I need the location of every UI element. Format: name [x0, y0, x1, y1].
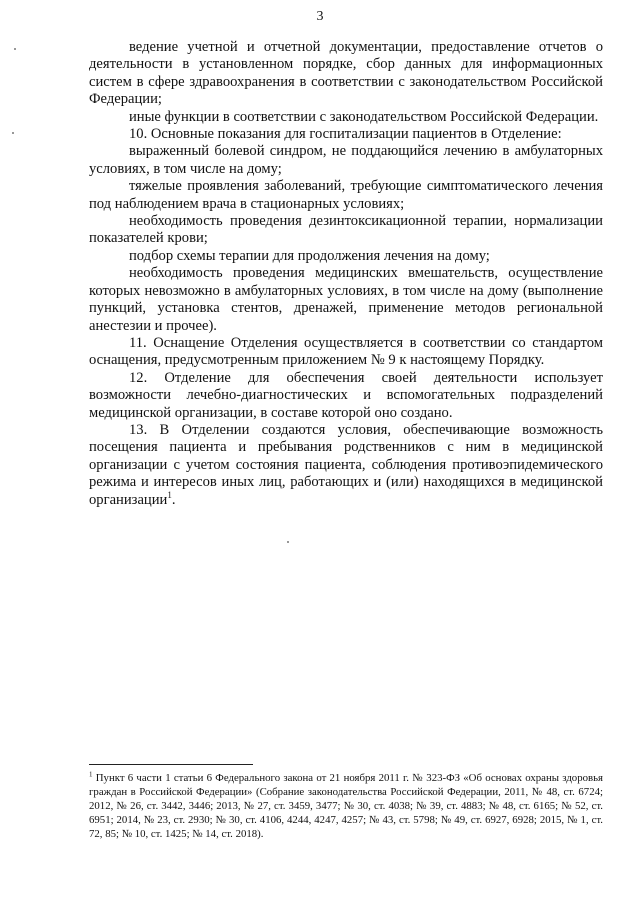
paragraph-13-text: 13. В Отделении создаются условия, обеспечивающие возможность посещения пациента и пребывания родственников с ним в медицинской организации с учетом состояния пациента, соблюдения противоэпидемического режима и интересов иных лиц, работающих и (или) находящихся в медицинской организации — [89, 421, 603, 508]
paragraph-other-functions: иные функции в соответствии с законодательством Российской Федерации. — [129, 108, 599, 125]
paragraph-10-heading: 10. Основные показания для госпитализации пациентов в Отделение: — [129, 126, 562, 143]
scan-speck — [14, 48, 16, 50]
footnote-reference: 1 — [167, 489, 172, 500]
paragraph-12-resources: 12. Отделение для обеспечения своей деятельности использует возможности лечебно-диагностических и вспомогательных подразделений медицинской организации, в составе которой оно создано. — [89, 369, 603, 421]
page-number: 3 — [316, 9, 324, 24]
document-body — [89, 39, 603, 509]
paragraph-medical-interventions: необходимость проведения медицинских вмешательств, осуществление которых невозможно в амбулаторных условиях, в том числе на дому (выполнение пункций, установка стентов, дренажей, применение методов региональной анестезии и прочее). — [89, 265, 603, 334]
paragraph-13-period: . — [171, 491, 176, 508]
paragraph-pain-syndrome: выраженный болевой синдром, не поддающийся лечению в амбулаторных условиях, в том числе на дому; — [89, 143, 603, 177]
paragraph-13-conditions — [89, 422, 603, 509]
footnote-marker: 1 — [89, 770, 93, 779]
paragraph-11-equipment: 11. Оснащение Отделения осуществляется в соответствии со стандартом оснащения, предусмотренным приложением № 9 к настоящему Порядку. — [89, 334, 603, 369]
paragraph-severe-manifestations: тяжелые проявления заболеваний, требующие симптоматического лечения под наблюдением врача в стационарных условиях; — [89, 178, 603, 212]
scan-speck — [12, 132, 14, 134]
footnote — [89, 771, 603, 841]
scan-speck — [287, 541, 289, 543]
paragraph-detox-therapy: необходимость проведения дезинтоксикационной терапии, нормализации показателей крови; — [89, 213, 603, 247]
paragraph-therapy-scheme: подбор схемы терапии для продолжения лечения на дому; — [129, 247, 490, 264]
paragraph-reporting: ведение учетной и отчетной документации, предоставление отчетов о деятельности в установленном порядке, сбор данных для информационных систем в сфере здравоохранения в соответствии с законодательством Российской Федерации; — [89, 39, 603, 108]
footnote-divider — [89, 764, 253, 765]
footnote-text: Пункт 6 части 1 статьи 6 Федерального закона от 21 ноября 2011 г. № 323-ФЗ «Об основах охраны здоровья граждан в Российской Федерации» (Собрание законодательства Российской Федерации, 2011, № 48, ст. 6724; 2012, № 26, ст. 3442, 3446; 2013, № 27, ст. 3459, 3477; № 30, ст. 4038; № 39, ст. 4883; № 48, ст. 6165; № 52, ст. 6951; 2014, № 23, ст. 2930; № 30, ст. 4106, 4244, 4247, 4257; № 43, ст. 5798; № 49, ст. 6927, 6928; 2015, № 1, ст. 72, 85; № 10, ст. 1425; № 14, ст. 2018). — [89, 772, 603, 840]
